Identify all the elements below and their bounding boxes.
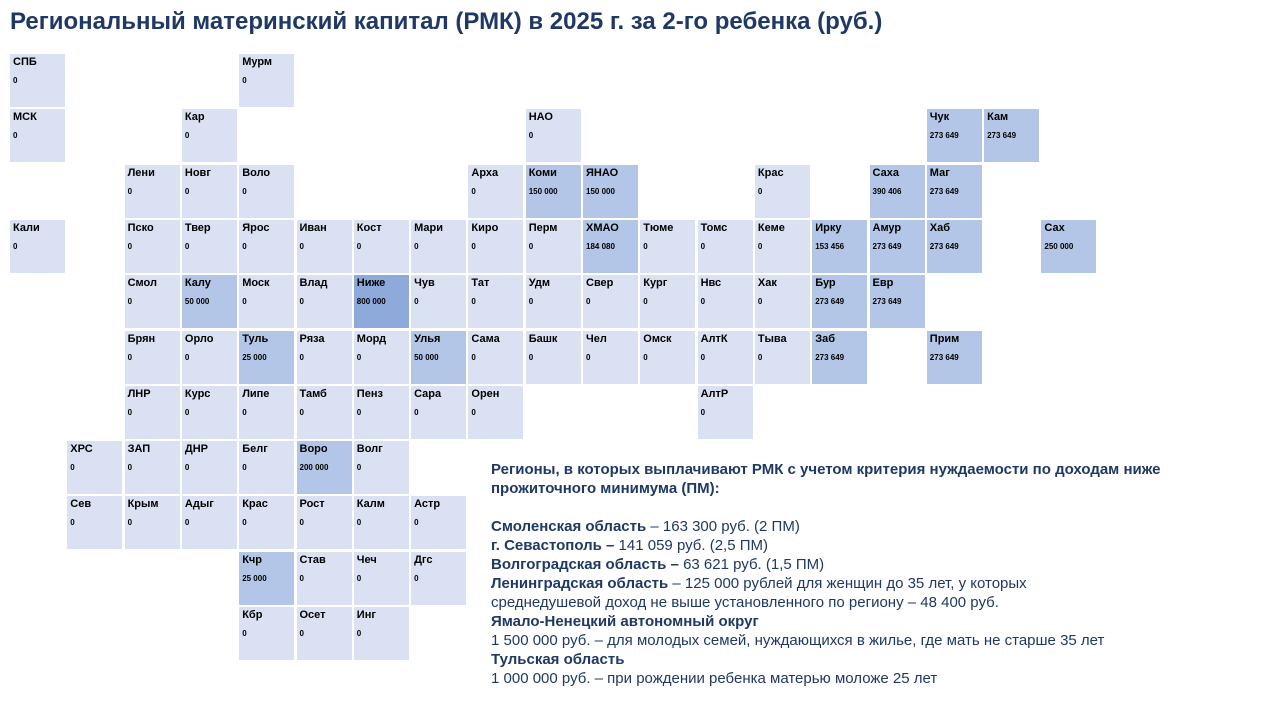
region-value: 0 — [528, 241, 534, 251]
region-value: 0 — [70, 518, 75, 528]
region-tile — [698, 275, 753, 328]
region-value: 0 — [299, 518, 304, 528]
region-value: 153 456 — [815, 241, 845, 251]
region-abbr: Пско — [127, 221, 154, 234]
region-abbr: МСК — [13, 111, 37, 124]
region-tile — [927, 331, 982, 384]
region-tile — [125, 386, 180, 439]
region-value: 0 — [528, 352, 534, 362]
region-value: 25 000 — [242, 573, 267, 583]
region-value: 273 649 — [929, 241, 959, 251]
region-tile — [640, 331, 695, 384]
region-value: 0 — [13, 76, 18, 85]
region-tile — [239, 54, 294, 107]
region-value: 273 649 — [872, 241, 902, 251]
region-abbr: Чук — [929, 111, 950, 124]
region-abbr: Курс — [184, 387, 211, 400]
note-leningrad-text2: среднедушевой доход не выше установленного по региону – 48 400 руб. — [491, 594, 999, 611]
region-abbr: Рост — [299, 498, 325, 511]
needs-based-notes — [491, 460, 1261, 688]
region-abbr: Туль — [242, 332, 269, 345]
region-abbr: Кали — [13, 221, 40, 234]
region-value: 0 — [242, 76, 247, 85]
region-value: 0 — [127, 297, 133, 307]
region-tile — [526, 275, 581, 328]
region-abbr: Кам — [987, 111, 1009, 124]
region-abbr: НАО — [528, 111, 553, 124]
region-value: 273 649 — [815, 352, 845, 362]
region-tile — [698, 331, 753, 384]
region-value: 0 — [127, 407, 133, 417]
region-tile — [297, 275, 352, 328]
region-abbr: Евр — [872, 277, 894, 290]
region-tile — [182, 496, 237, 549]
region-tile — [67, 496, 122, 549]
region-value: 0 — [13, 131, 18, 141]
region-tile — [468, 220, 523, 273]
region-abbr: Мурм — [242, 56, 273, 68]
region-abbr: Тамб — [299, 387, 327, 400]
region-value: 50 000 — [414, 352, 439, 362]
region-tile — [297, 552, 352, 605]
region-tile — [755, 220, 810, 273]
region-abbr: Мари — [414, 221, 443, 234]
region-value: 0 — [471, 297, 476, 307]
region-abbr: Заб — [815, 332, 835, 345]
region-abbr: ЗАП — [127, 443, 151, 456]
region-tile — [297, 220, 352, 273]
region-tile — [125, 331, 180, 384]
region-abbr: ЛНР — [127, 387, 151, 400]
region-value: 273 649 — [929, 352, 959, 362]
region-tile — [182, 275, 237, 328]
region-tile — [468, 275, 523, 328]
region-abbr: Кеме — [757, 221, 785, 234]
region-value: 0 — [184, 241, 190, 251]
region-abbr: Пенз — [356, 387, 383, 400]
region-value: 0 — [184, 186, 190, 196]
region-tile — [239, 165, 294, 218]
region-abbr: ХРС — [70, 443, 93, 456]
region-value: 0 — [414, 407, 419, 417]
region-abbr: Сев — [70, 498, 92, 511]
region-tile — [354, 275, 409, 328]
region-value: 0 — [299, 629, 304, 638]
region-abbr: Орен — [471, 387, 500, 400]
region-tile — [182, 386, 237, 439]
region-tile — [239, 441, 294, 494]
region-value: 0 — [127, 463, 133, 473]
region-value: 0 — [242, 297, 247, 307]
region-abbr: Хак — [757, 277, 777, 290]
region-abbr: АлтК — [700, 332, 728, 345]
region-abbr: Ряза — [299, 332, 325, 345]
region-abbr: Маг — [929, 166, 950, 179]
region-value: 800 000 — [356, 297, 386, 307]
region-value: 273 649 — [987, 131, 1017, 141]
region-value: 0 — [414, 518, 419, 528]
region-value: 0 — [356, 352, 362, 362]
region-tile — [354, 386, 409, 439]
region-tile — [411, 331, 466, 384]
region-value: 25 000 — [242, 352, 267, 362]
region-value: 273 649 — [815, 297, 845, 307]
region-tile — [583, 220, 638, 273]
region-abbr: Тюме — [643, 221, 674, 234]
region-value: 0 — [643, 241, 648, 251]
region-abbr: ХМАО — [586, 221, 619, 234]
region-value: 0 — [299, 241, 304, 251]
region-tile — [297, 331, 352, 384]
region-value: 0 — [356, 629, 362, 638]
region-abbr: Кбр — [242, 609, 263, 621]
region-abbr: Арха — [471, 166, 499, 179]
region-tile — [583, 165, 638, 218]
region-abbr: Морд — [356, 332, 387, 345]
region-value: 0 — [299, 407, 304, 417]
region-abbr: Ирку — [815, 221, 842, 234]
region-abbr: Омск — [643, 332, 672, 345]
region-tile — [10, 54, 65, 107]
region-tile — [927, 220, 982, 273]
region-abbr: Перм — [528, 221, 558, 234]
region-value: 0 — [414, 241, 419, 251]
region-tile — [239, 607, 294, 660]
region-abbr: Кар — [184, 111, 205, 124]
note-sevastopol-name: г. Севастополь – — [491, 537, 615, 554]
region-abbr: Кург — [643, 277, 668, 290]
note-sevastopol-text: 141 059 руб. (2,5 ПМ) — [614, 537, 769, 554]
region-abbr: Иван — [299, 221, 327, 234]
region-tile — [583, 331, 638, 384]
region-value: 0 — [471, 241, 476, 251]
region-abbr: Дгс — [414, 553, 433, 566]
note-volgograd — [491, 555, 1261, 574]
region-value: 273 649 — [929, 131, 959, 141]
region-tile — [125, 275, 180, 328]
region-abbr: Чел — [586, 332, 607, 345]
region-value: 0 — [528, 131, 534, 141]
note-leningrad-text: – 125 000 рублей для женщин до 35 лет, у которых — [668, 575, 1027, 592]
region-abbr: Бур — [815, 277, 836, 290]
region-value: 0 — [242, 518, 247, 528]
region-tile — [583, 275, 638, 328]
region-value: 0 — [13, 241, 18, 251]
region-tile — [526, 109, 581, 162]
region-value: 0 — [184, 518, 190, 528]
region-abbr: Липе — [242, 387, 270, 400]
region-abbr: Кост — [356, 221, 382, 234]
region-abbr: Удм — [528, 277, 550, 290]
region-value: 0 — [242, 629, 247, 638]
note-yamal-text: 1 500 000 руб. – для молодых семей, нуждающихся в жилье, где мать не старше 35 лет — [491, 632, 1105, 649]
region-tile — [125, 165, 180, 218]
region-value: 0 — [242, 463, 247, 473]
region-abbr: СПБ — [13, 56, 37, 68]
region-tile — [640, 220, 695, 273]
region-tile — [640, 275, 695, 328]
region-tile — [468, 331, 523, 384]
region-value: 50 000 — [184, 297, 210, 307]
region-value: 0 — [757, 352, 763, 362]
region-abbr: Чеч — [356, 553, 377, 566]
region-abbr: Адыг — [184, 498, 214, 511]
region-value: 0 — [299, 352, 304, 362]
region-tile — [984, 109, 1039, 162]
region-tile — [239, 496, 294, 549]
region-abbr: Калу — [184, 277, 211, 290]
region-value: 0 — [127, 186, 133, 196]
note-leningrad — [491, 574, 1261, 612]
region-value: 0 — [70, 463, 75, 473]
region-value: 0 — [643, 297, 648, 307]
note-tula-text: 1 000 000 руб. – при рождении ребенка матерью моложе 25 лет — [491, 670, 938, 687]
region-value: 0 — [700, 407, 706, 417]
region-tile — [297, 496, 352, 549]
page-title: Региональный материнский капитал (РМК) в 2025 г. за 2-го ребенка (руб.) — [10, 8, 883, 35]
region-tile — [239, 552, 294, 605]
region-tile — [354, 496, 409, 549]
region-abbr: Воро — [299, 443, 328, 456]
region-value: 273 649 — [872, 297, 902, 307]
region-abbr: Став — [299, 553, 326, 566]
region-value: 150 000 — [528, 186, 558, 196]
region-tile — [125, 220, 180, 273]
region-abbr: Томс — [700, 221, 728, 234]
region-value: 0 — [242, 186, 247, 196]
region-tile — [411, 386, 466, 439]
region-abbr: Тат — [471, 277, 490, 290]
region-tile — [354, 331, 409, 384]
note-volgograd-text: 63 621 руб. (1,5 ПМ) — [678, 556, 825, 573]
region-tile — [526, 165, 581, 218]
region-abbr: ЯНАО — [586, 166, 619, 179]
region-tile — [526, 220, 581, 273]
region-value: 0 — [184, 407, 190, 417]
region-tile — [468, 165, 523, 218]
region-abbr: Коми — [528, 166, 557, 179]
region-tile — [1041, 220, 1096, 273]
region-value: 0 — [356, 241, 362, 251]
region-value: 0 — [586, 297, 591, 307]
region-value: 0 — [757, 186, 763, 196]
region-tile — [182, 220, 237, 273]
region-value: 0 — [299, 297, 304, 307]
region-abbr: Орло — [184, 332, 214, 345]
region-value: 0 — [242, 407, 247, 417]
region-tile — [239, 220, 294, 273]
region-abbr: Моск — [242, 277, 270, 290]
region-value: 0 — [184, 131, 190, 141]
region-tile — [411, 275, 466, 328]
note-yamal — [491, 612, 1261, 650]
region-value: 0 — [414, 573, 419, 583]
region-tile — [10, 109, 65, 162]
region-value: 0 — [471, 186, 476, 196]
region-abbr: Ярос — [242, 221, 270, 234]
region-tile — [870, 275, 925, 328]
region-value: 0 — [471, 352, 476, 362]
region-abbr: Сах — [1044, 221, 1065, 234]
region-value: 0 — [414, 297, 419, 307]
region-abbr: Саха — [872, 166, 899, 179]
region-value: 0 — [586, 352, 591, 362]
region-value: 0 — [757, 297, 763, 307]
region-tile — [354, 607, 409, 660]
region-tile — [182, 441, 237, 494]
region-value: 0 — [528, 297, 534, 307]
region-abbr: Хаб — [929, 221, 951, 234]
region-value: 0 — [643, 352, 648, 362]
region-abbr: Волг — [356, 443, 383, 456]
region-abbr: Чув — [414, 277, 435, 290]
region-abbr: Лени — [127, 166, 155, 179]
region-abbr: Крым — [127, 498, 159, 511]
region-abbr: Башк — [528, 332, 558, 345]
region-tile — [239, 331, 294, 384]
region-tile — [870, 165, 925, 218]
region-abbr: Сама — [471, 332, 500, 345]
region-tile — [411, 496, 466, 549]
region-tile — [755, 165, 810, 218]
region-value: 0 — [356, 407, 362, 417]
region-abbr: Киро — [471, 221, 499, 234]
region-tile — [468, 386, 523, 439]
region-tile — [927, 109, 982, 162]
region-tile — [125, 496, 180, 549]
region-tile — [182, 109, 237, 162]
region-abbr: Воло — [242, 166, 271, 179]
region-abbr: Инг — [356, 609, 376, 621]
region-abbr: Калм — [356, 498, 385, 511]
region-value: 250 000 — [1044, 241, 1074, 251]
region-tile — [927, 165, 982, 218]
region-tile — [755, 331, 810, 384]
region-tile — [812, 220, 867, 273]
region-tile — [526, 331, 581, 384]
region-value: 0 — [242, 241, 247, 251]
region-tile — [182, 331, 237, 384]
region-tile — [67, 441, 122, 494]
region-value: 150 000 — [586, 186, 615, 196]
note-yamal-name: Ямало-Ненецкий автономный округ — [491, 613, 759, 630]
region-tile — [354, 552, 409, 605]
region-abbr: Крас — [757, 166, 784, 179]
region-abbr: Новг — [184, 166, 211, 179]
region-abbr: Твер — [184, 221, 211, 234]
region-abbr: Свер — [586, 277, 614, 290]
region-tile — [698, 220, 753, 273]
region-abbr: Нвс — [700, 277, 722, 290]
region-abbr: Прим — [929, 332, 960, 345]
region-abbr: Кчр — [242, 553, 263, 566]
region-abbr: АлтР — [700, 387, 729, 400]
notes-heading: Регионы, в которых выплачивают РМК с учетом критерия нуждаемости по доходам ниже прожиточного минимума (ПМ): — [491, 461, 1161, 497]
region-abbr: Астр — [414, 498, 441, 511]
region-value: 0 — [700, 241, 706, 251]
region-value: 0 — [700, 297, 706, 307]
note-smolensk-name: Смоленская область — [491, 518, 647, 535]
note-tula — [491, 650, 1261, 688]
region-value: 390 406 — [872, 186, 902, 196]
region-tile — [10, 220, 65, 273]
region-abbr: Белг — [242, 443, 268, 456]
region-value: 184 080 — [586, 241, 615, 251]
region-tile — [755, 275, 810, 328]
note-leningrad-name: Ленинградская область — [491, 575, 669, 592]
region-tile — [411, 220, 466, 273]
note-volgograd-name: Волгоградская область – — [491, 556, 679, 573]
region-value: 0 — [471, 407, 476, 417]
region-value: 0 — [700, 352, 706, 362]
region-value: 200 000 — [299, 463, 329, 473]
region-value: 0 — [184, 352, 190, 362]
region-abbr: Брян — [127, 332, 156, 345]
region-abbr: Крас — [242, 498, 268, 511]
region-value: 0 — [356, 573, 362, 583]
region-abbr: Сара — [414, 387, 442, 400]
region-tile — [239, 386, 294, 439]
note-sevastopol — [491, 536, 1261, 555]
region-value: 0 — [356, 463, 362, 473]
note-tula-name: Тульская область — [491, 651, 625, 668]
region-value: 0 — [184, 463, 190, 473]
region-tile — [870, 220, 925, 273]
region-tile — [411, 552, 466, 605]
region-abbr: Осет — [299, 609, 326, 621]
region-tile — [239, 275, 294, 328]
region-abbr: Амур — [872, 221, 902, 234]
region-abbr: Влад — [299, 277, 328, 290]
region-tile — [354, 441, 409, 494]
region-tile — [698, 386, 753, 439]
region-value: 273 649 — [929, 186, 959, 196]
region-abbr: Тыва — [757, 332, 787, 345]
region-tile — [812, 331, 867, 384]
region-tile — [297, 441, 352, 494]
note-smolensk-text: – 163 300 руб. (2 ПМ) — [646, 518, 800, 535]
region-value: 0 — [127, 518, 133, 528]
region-abbr: Смол — [127, 277, 157, 290]
region-tile — [182, 165, 237, 218]
region-tile — [354, 220, 409, 273]
region-value: 0 — [757, 241, 763, 251]
region-abbr: Улья — [414, 332, 441, 345]
region-abbr: Ниже — [356, 277, 386, 290]
region-value: 0 — [356, 518, 362, 528]
region-tile — [812, 275, 867, 328]
region-abbr: ДНР — [184, 443, 209, 456]
region-tile — [297, 386, 352, 439]
region-tile — [297, 607, 352, 660]
region-value: 0 — [127, 241, 133, 251]
note-smolensk — [491, 517, 1261, 536]
region-tile — [125, 441, 180, 494]
region-value: 0 — [299, 573, 304, 583]
region-value: 0 — [127, 352, 133, 362]
